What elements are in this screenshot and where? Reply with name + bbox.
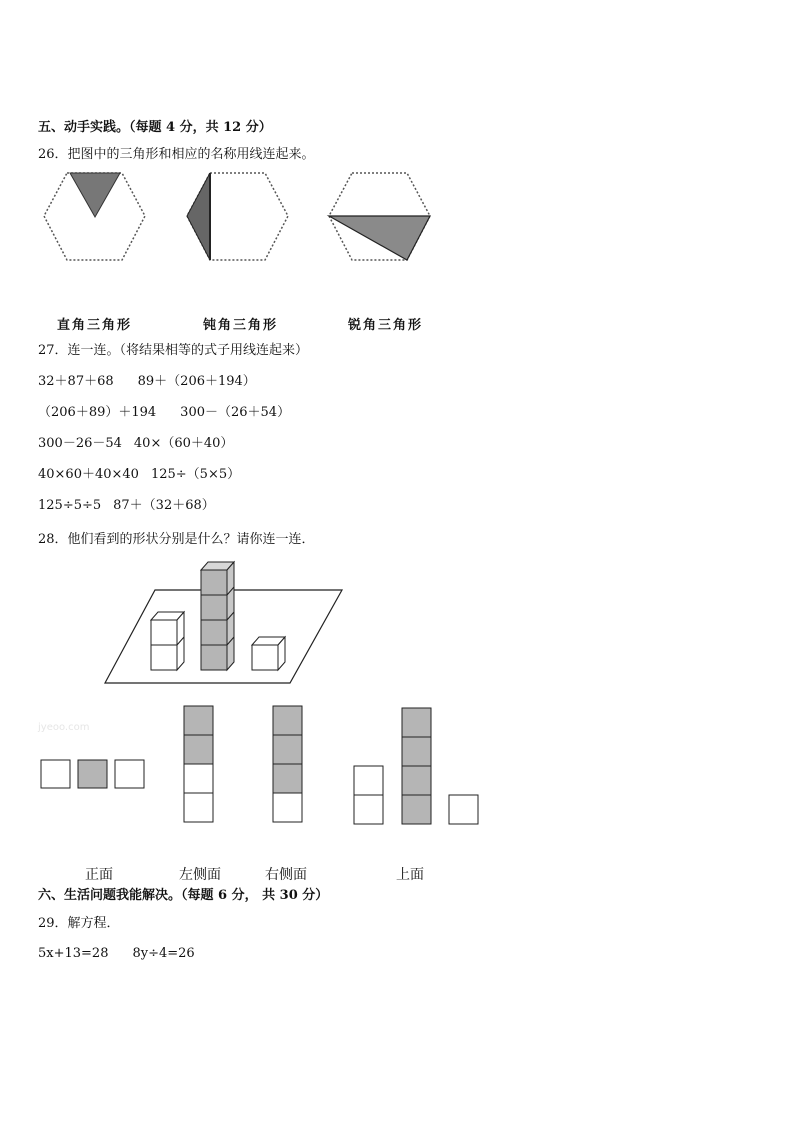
cube-scene: [100, 558, 350, 688]
equation-1: 5x+13=28: [38, 946, 109, 961]
section-5-heading: 五、动手实践。（每题 4 分，共 12 分）: [38, 120, 272, 135]
match-row: [38, 405, 290, 421]
question-28-prompt: 28．他们看到的形状分别是什么？请你连一连．: [38, 532, 315, 547]
left-expression: 125÷5÷5: [38, 498, 102, 513]
view-label-top: 上面: [396, 867, 424, 883]
match-row: [38, 498, 215, 514]
view-label-right-side: 右侧面: [265, 867, 307, 883]
question-29-prompt: 29．解方程．: [38, 916, 120, 931]
view-option-front: [40, 758, 146, 790]
watermark: jyeoo.com: [38, 722, 90, 733]
match-row: [38, 374, 256, 390]
question-26-prompt: 26．把图中的三角形和相应的名称用线连起来。: [38, 147, 315, 162]
left-cube-stack: [151, 612, 184, 670]
label-acute-triangle: 锐角三角形: [348, 318, 424, 333]
right-expression: 40×（60＋40）: [133, 436, 234, 451]
shaded-triangle: [187, 173, 210, 260]
shaded-triangle: [70, 173, 120, 217]
view-label-front: 正面: [85, 867, 113, 883]
right-expression: 89＋（206＋194）: [137, 374, 256, 389]
question-27-prompt: 27．连一连。（将结果相等的式子用线连起来）: [38, 343, 309, 358]
right-expression: 87＋（32＋68）: [113, 498, 215, 513]
match-row: [38, 436, 233, 452]
left-expression: （206＋89）＋194: [38, 405, 157, 420]
hexagon-figure-obtuse-triangle: [183, 170, 293, 265]
hexagon-figure-acute-triangle: [325, 170, 435, 265]
left-expression: 40×60＋40×40: [38, 467, 139, 482]
view-option-four-stack-a: [183, 705, 215, 825]
section-6-heading: 六、生活问题我能解决。（每题 6 分， 共 30 分）: [38, 888, 329, 903]
hexagon-figure-right-triangle: [40, 170, 150, 265]
shaded-triangle: [329, 216, 430, 260]
view-option-four-stack-b: [272, 705, 304, 825]
view-option-mixed: [353, 706, 481, 828]
equation-row: [38, 946, 195, 962]
tall-cube-stack: [201, 562, 234, 670]
label-obtuse-triangle: 钝角三角形: [203, 318, 279, 333]
single-cube: [252, 637, 285, 670]
label-right-triangle: 直角三角形: [57, 318, 133, 333]
right-expression: 300－（26＋54）: [180, 405, 291, 420]
match-row: [38, 467, 240, 483]
equation-2: 8y÷4=26: [132, 946, 195, 961]
left-expression: 300－26－54: [38, 436, 122, 451]
left-expression: 32＋87＋68: [38, 374, 114, 389]
view-label-left-side: 左侧面: [179, 867, 221, 883]
right-expression: 125÷（5×5）: [150, 467, 241, 482]
